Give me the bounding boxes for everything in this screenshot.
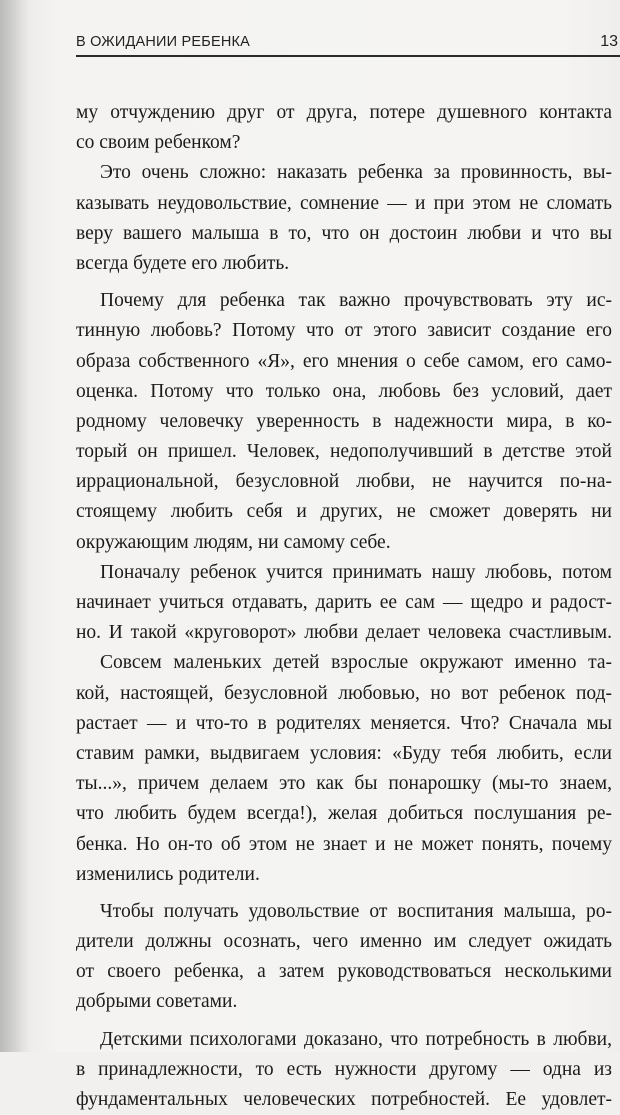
text-line: от своего ребенка, а затем руководствоваться несколькими <box>76 961 612 983</box>
text-line: начинает учиться отдавать, дарить ее сам — щедро и радост- <box>76 592 612 613</box>
text-line: бенка. Но он-то об этом не знает и не может понять, почему <box>76 833 612 855</box>
text-line: торый он пришел. Человек, недополучивший в детстве этой <box>76 441 612 463</box>
page-header <box>76 34 620 58</box>
text-line: Поначалу ребенок учится принимать нашу любовь, потом <box>100 561 612 583</box>
text-line: окружающим людям, ни самому себе. <box>76 531 391 553</box>
text-line: ставим рамки, выдвигаем условия: «Буду тебя любить, если <box>76 742 612 764</box>
header-rule <box>76 55 620 57</box>
text-line: фундаментальных человеческих потребностей. Ее удовлет- <box>76 1089 612 1110</box>
text-line: что любить будем всегда!), желая добиться послушания ре- <box>76 803 612 825</box>
running-head: В ОЖИДАНИИ РЕБЕНКА <box>76 34 251 50</box>
text-line: родному человечку уверенность в надежности мира, в ко- <box>76 410 612 432</box>
text-line: оценка. Потому что только она, любовь без условий, дает <box>76 380 612 402</box>
text-line: казывать неудовольствие, сомнение — и при этом не сломать <box>76 192 612 214</box>
text-line: Чтобы получать удовольствие от воспитания малыша, ро- <box>100 900 612 922</box>
text-line: со своим ребенком? <box>76 132 241 154</box>
text-line: Совсем маленьких детей взрослые окружают именно та- <box>100 652 612 674</box>
text-line: тинную любовь? Потому что от этого зависит создание его <box>76 320 612 342</box>
body-text <box>76 98 612 1115</box>
text-line: ты...», причем делаем это как бы понарошку (мы-то знаем, <box>76 773 612 795</box>
text-line: в принадлежности, то есть нужности другому — одна из <box>76 1058 612 1080</box>
text-line: всегда будете его любить. <box>76 252 290 274</box>
text-line: Детскими психологами доказано, что потребность в любви, <box>100 1028 612 1050</box>
text-line: Почему для ребенка так важно прочувствовать эту ис- <box>100 290 612 312</box>
text-line: стоящему любить себя и других, не сможет доверять ни <box>76 501 612 523</box>
text-line: кой, настоящей, безусловной любовью, но вот ребенок под- <box>76 682 612 704</box>
text-line: добрыми советами. <box>76 991 238 1013</box>
text-line: иррациональной, безусловной любви, не научится по-на- <box>76 471 612 493</box>
text-line: растает — и что-то в родителях меняется. Что? Сначала мы <box>76 712 612 734</box>
text-line: образа собственного «Я», его мнения о себе самом, его само- <box>76 350 612 372</box>
spine-shadow <box>0 0 30 1052</box>
text-line: му отчуждению друг от друга, потере душевного контакта <box>76 102 612 123</box>
text-line: дители должны осознать, чего именно им следует ожидать <box>76 931 612 953</box>
text-line: изменились родители. <box>76 863 260 885</box>
text-line: Это очень сложно: наказать ребенка за провинность, вы- <box>100 162 612 184</box>
page-number: 13 <box>600 33 618 50</box>
text-line: веру вашего малыша в то, что он достоин любви и что вы <box>76 222 612 244</box>
text-line: но. И такой «круговорот» любви делает человека счастливым. <box>76 622 612 644</box>
